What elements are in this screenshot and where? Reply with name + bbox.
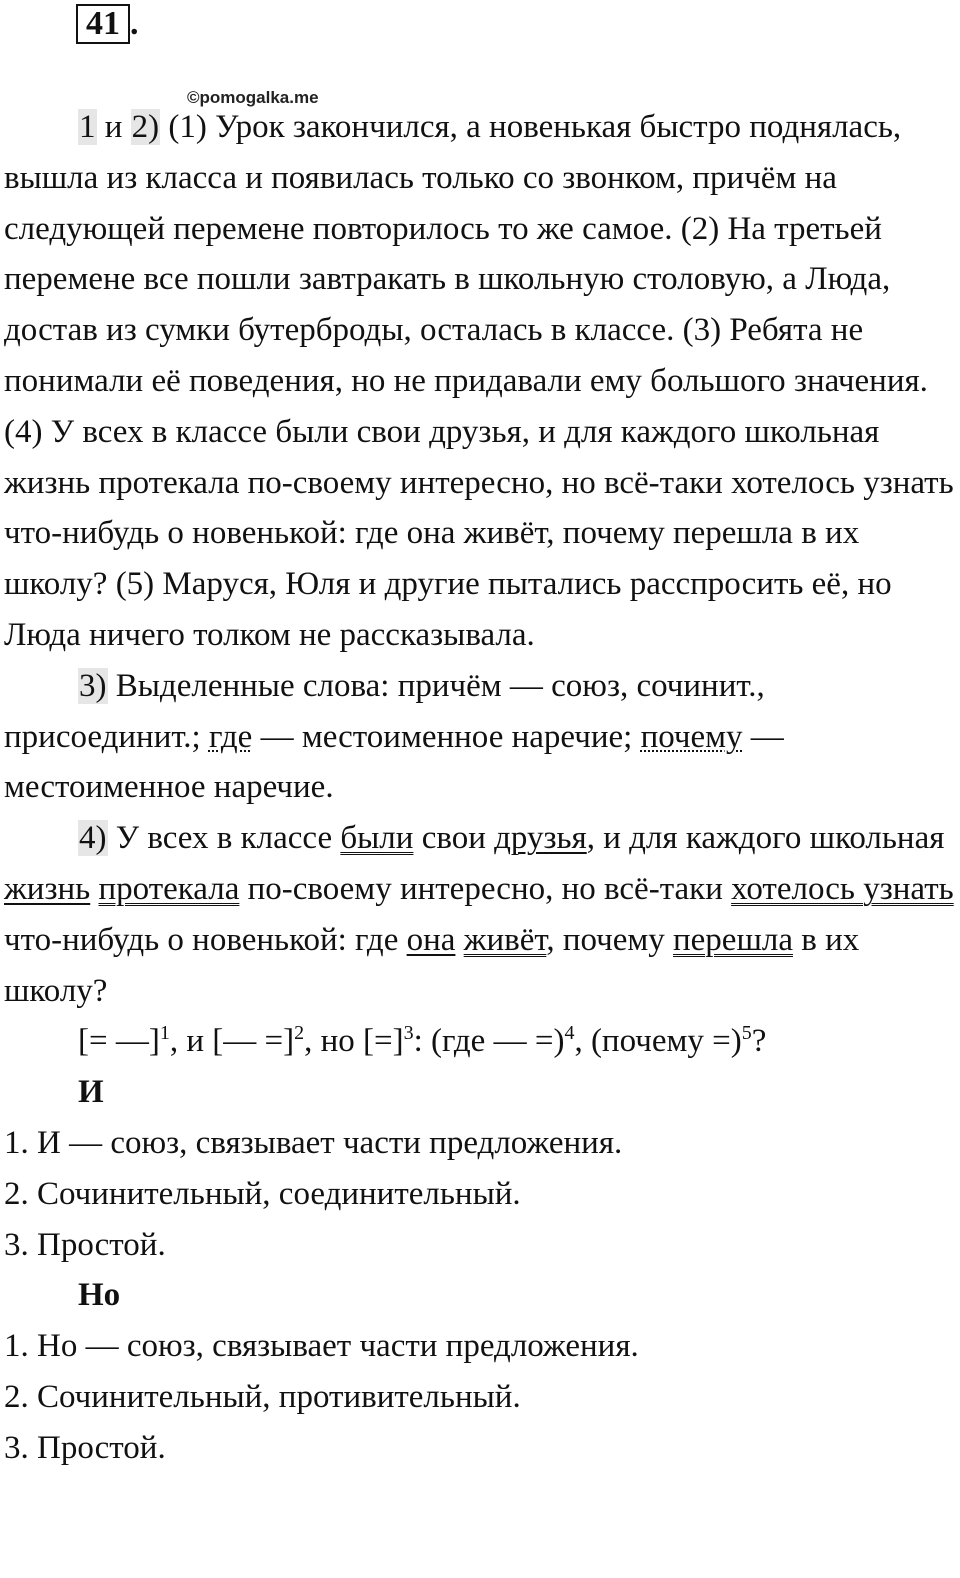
source-text: (1) Урок закончился, а новенькая быстро поднялась, вышла из класса и появилась только со звонком, причём на следующей перемене повторилось то же самое. (2) На третьей перемене все пошли завтракать в школьную столовую, а Люда, достав из сумки бутерброды, осталась в классе. (3) Ребята не понимали её поведения, но не придавали ему большого значения. (4) У всех в классе были свои друзья, и для каждого школьная жизнь протекала по-своему интересно, но всё-таки хотелось узнать что-нибудь о новенькой: где она живёт, почему перешла в их школу? (5) Маруся, Юля и другие пытались расспросить её, но Люда ничего толком не рассказывала. bbox=[4, 109, 954, 653]
heading-no: Но bbox=[78, 1277, 121, 1314]
p4-text-5: по-своему интересно, но всё-таки bbox=[239, 870, 732, 907]
marker-1: 1 bbox=[79, 109, 96, 145]
p3-text-2: — местоименное наречие; bbox=[252, 718, 641, 755]
word-pochemu: почему bbox=[640, 718, 743, 755]
p4-text-6: что-нибудь о новенькой: где bbox=[4, 921, 407, 958]
predicate-zhivet: живёт bbox=[463, 921, 547, 958]
subject-zhizn: жизнь bbox=[4, 870, 91, 907]
answer-content bbox=[4, 102, 954, 1474]
task-number-box: 41 bbox=[76, 4, 130, 44]
marker-joiner: и bbox=[96, 109, 131, 145]
task-number-dot: . bbox=[130, 5, 139, 42]
scheme-index-2: 2 bbox=[294, 1022, 305, 1045]
scheme-index-3: 3 bbox=[403, 1022, 414, 1045]
marker-4: 4) bbox=[79, 820, 107, 857]
scheme-index-4: 4 bbox=[564, 1022, 575, 1045]
sentence-scheme bbox=[4, 1016, 954, 1067]
predicate-byli: были bbox=[340, 820, 414, 857]
scheme-part-6: ? bbox=[751, 1023, 767, 1060]
subject-ona: она bbox=[406, 921, 456, 958]
subject-druzya: друзья bbox=[494, 820, 587, 857]
p4-text-1: У всех в классе bbox=[107, 820, 341, 857]
analysis-i-item-3: 3. Простой. bbox=[4, 1226, 166, 1263]
analysis-i-item-2: 2. Сочинительный, соединительный. bbox=[4, 1175, 521, 1212]
p3-text-3: — местоименное наречие. bbox=[4, 718, 784, 806]
watermark: ©pomogalka.me bbox=[187, 88, 319, 107]
scheme-index-1: 1 bbox=[159, 1022, 170, 1045]
marker-2: 2) bbox=[131, 109, 160, 145]
p4-text-2: свои bbox=[413, 820, 495, 857]
p4-text-9: в их школу? bbox=[4, 921, 860, 1009]
p4-text-8: , почему bbox=[546, 921, 673, 958]
p3-text-1: Выделенные слова: причём — союз, сочинит., присоединит.; bbox=[4, 667, 765, 755]
task-number bbox=[76, 4, 139, 44]
heading-i: И bbox=[78, 1074, 104, 1111]
predicate-hotelos-uznat: хотелось узнать bbox=[731, 870, 954, 907]
predicate-pereshla: перешла bbox=[673, 921, 793, 958]
analysis-no-item-2: 2. Сочинительный, противительный. bbox=[4, 1378, 521, 1415]
scheme-index-5: 5 bbox=[741, 1022, 752, 1045]
p4-text-3: , и для каждого школьная bbox=[586, 820, 945, 857]
p4-text-7 bbox=[455, 922, 463, 958]
analysis-i-item-1: 1. И — союз, связывает части предложения. bbox=[4, 1124, 623, 1161]
scheme-part-3: , но [=] bbox=[304, 1023, 404, 1060]
word-gde: где bbox=[208, 718, 253, 755]
analysis-no-item-1: 1. Но — союз, связывает части предложения. bbox=[4, 1328, 639, 1365]
predicate-protekala: протекала bbox=[98, 870, 240, 907]
scheme-part-5: , (почему =) bbox=[574, 1023, 742, 1060]
paragraph-4 bbox=[4, 813, 954, 1016]
paragraph-3 bbox=[4, 661, 954, 813]
scheme-part-1: [= —] bbox=[78, 1023, 160, 1060]
scheme-part-4: : (где — =) bbox=[413, 1023, 565, 1060]
analysis-no-item-3: 3. Простой. bbox=[4, 1429, 166, 1466]
paragraph-1-2 bbox=[4, 102, 954, 661]
scheme-part-2: , и [— =] bbox=[169, 1023, 295, 1060]
marker-3: 3) bbox=[79, 667, 107, 704]
